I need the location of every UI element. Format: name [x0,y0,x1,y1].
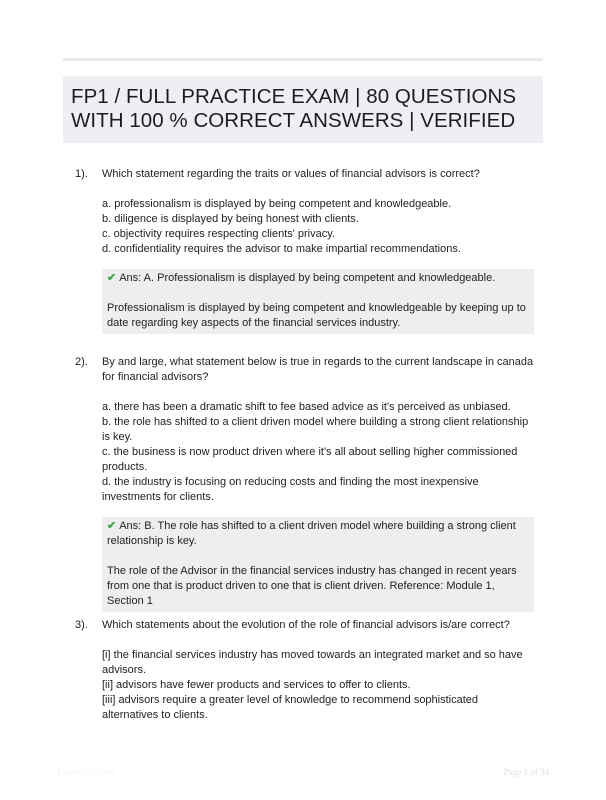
question-number: 2). [75,356,88,368]
question-number: 3). [75,619,88,631]
question-3 [63,618,543,723]
question-text: By and large, what statement below is true in regards to the current landscape in canada for financial advisors? [102,356,534,383]
answer-box [102,517,534,612]
answer-text: Ans: A. Professionalism is displayed by being competent and knowledgeable. [119,272,496,284]
document-title: FP1 / FULL PRACTICE EXAM | 80 QUESTIONS WITH 100 % CORRECT ANSWERS | VERIFIED [71,85,517,132]
answer-text: Ans: B. The role has shifted to a client driven model where building a strong client relationship is key. [107,520,516,547]
answer-explanation: The role of the Advisor in the financial services industry has changed in recent years from one that is product driven to one that is client driven. Reference: Module 1, Section 1 [107,565,517,607]
option-b: b. the role has shifted to a client driven model where building a strong client relationship is key. [102,416,529,443]
option-d: d. the industry is focusing on reducing costs and finding the most inexpensive investments for clients. [102,476,479,503]
option-b: b. diligence is displayed by being honest with clients. [102,213,359,225]
option-list [102,197,534,257]
check-icon: ✔ [107,272,117,284]
answer-line [107,271,529,286]
question-1 [63,167,543,334]
question-2 [63,355,543,612]
question-number: 1). [75,168,88,180]
option-d: d. confidentiality requires the advisor to make impartial recommendations. [102,243,461,255]
option-a: a. there has been a dramatic shift to fee based advice as it's perceived as unbiased. [102,401,511,413]
footer-watermark: PaperStitic.com [57,767,115,777]
check-icon: ✔ [107,520,117,532]
page-indicator: Page 1 of 34 [503,767,549,777]
statement-iii: [iii] advisors require a greater level of knowledge to recommend sophisticated alternatives to clients. [102,694,479,721]
question-text: Which statements about the evolution of the role of financial advisors is/are correct? [102,619,510,631]
top-divider [63,58,543,61]
question-text: Which statement regarding the traits or values of financial advisors is correct? [102,168,480,180]
statement-i: [i] the financial services industry has moved towards an integrated market and so have advisors. [102,649,523,676]
statement-ii: [ii] advisors have fewer products and services to offer to clients. [102,679,411,691]
option-c: c. objectivity requires respecting clients' privacy. [102,228,335,240]
title-banner [63,76,543,143]
statement-list [102,648,534,723]
option-list [102,400,534,505]
option-c: c. the business is now product driven where it's all about selling higher commissioned products. [102,446,518,473]
answer-box [102,269,534,334]
answer-explanation: Professionalism is displayed by being competent and knowledgeable by keeping up to date regarding key aspects of the financial services industry. [107,302,526,329]
answer-line [107,519,529,549]
option-a: a. professionalism is displayed by being competent and knowledgeable. [102,198,452,210]
